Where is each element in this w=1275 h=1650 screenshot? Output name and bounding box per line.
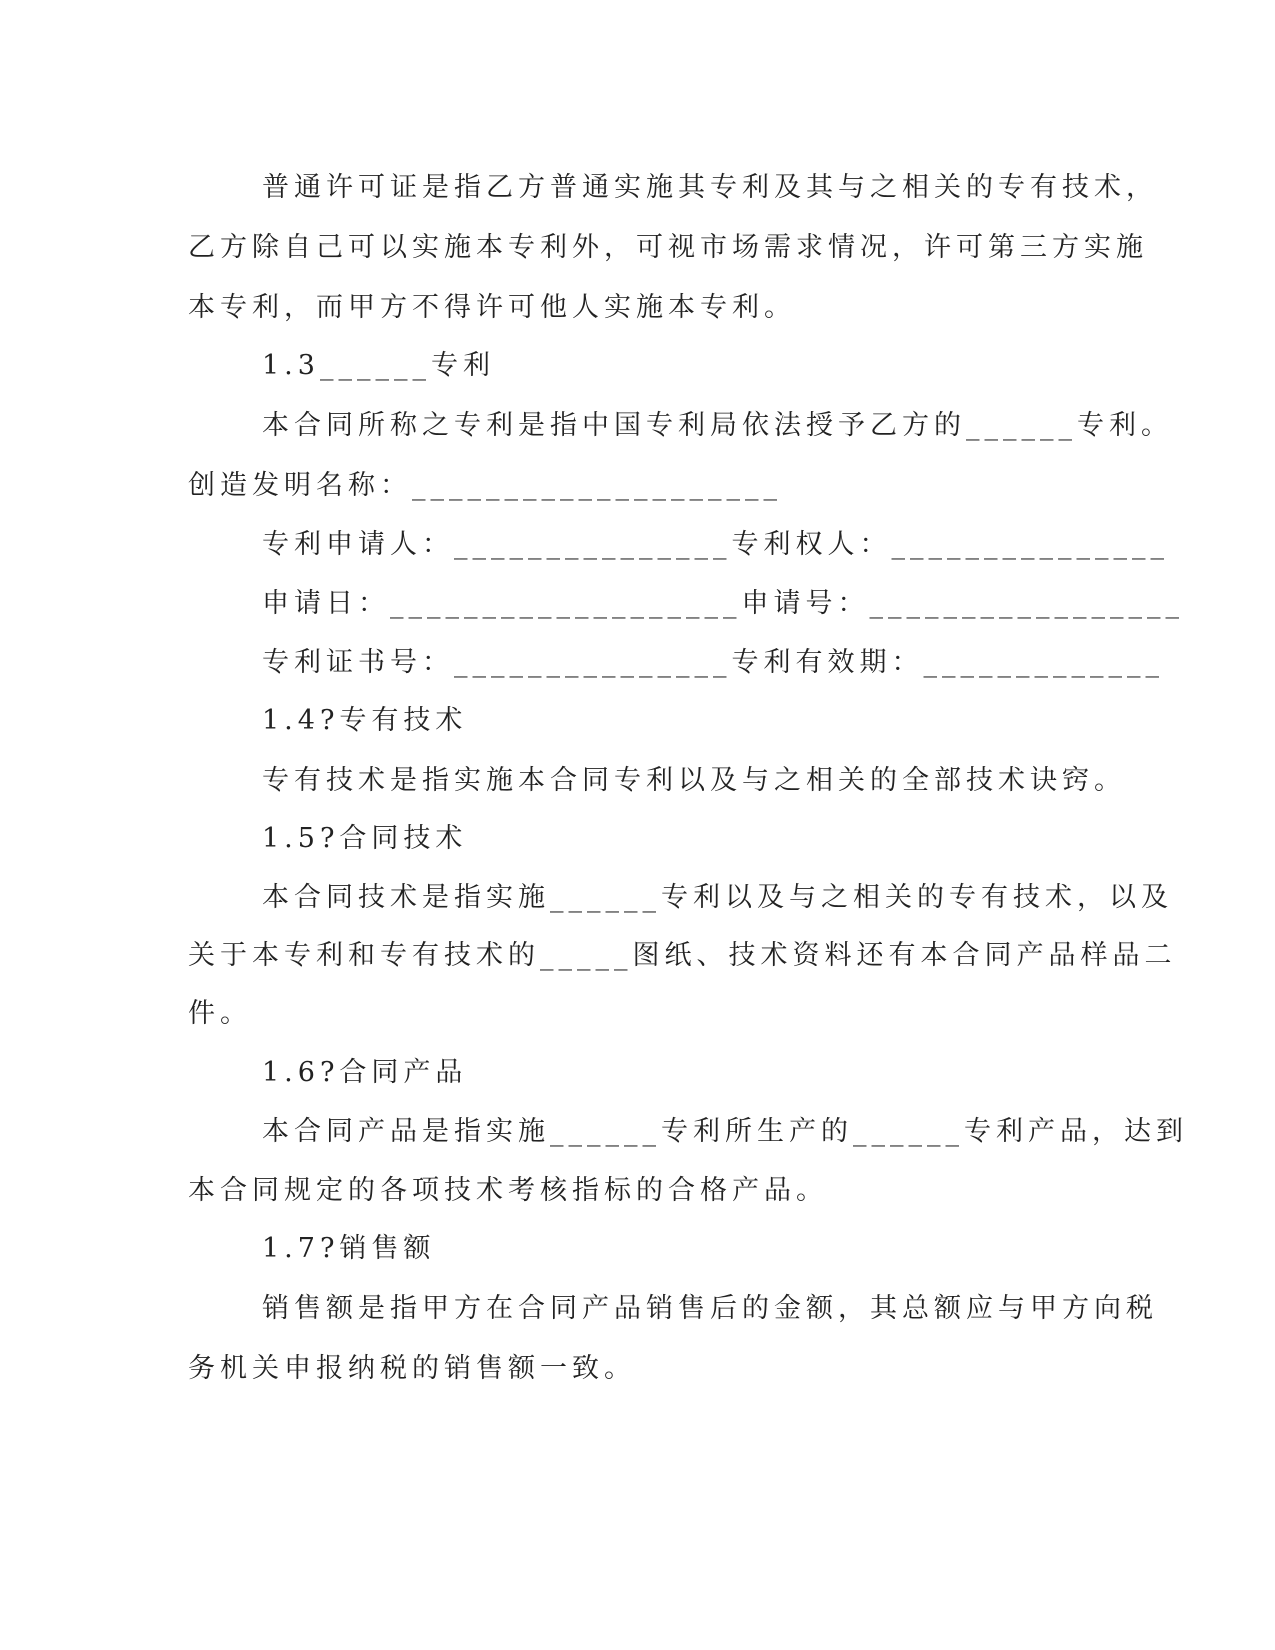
form-field-line: 创造发明名称：____________________ (188, 470, 782, 501)
paragraph-line: 关于本专利和专有技术的_____图纸、技术资料还有本合同产品样品二 (188, 940, 1177, 971)
form-field-line: 专利申请人：_______________专利权人：_______________ (262, 529, 1169, 560)
paragraph-line: 销售额是指甲方在合同产品销售后的金额，其总额应与甲方向税 (262, 1293, 1158, 1324)
section-heading: 1.3______专利 (262, 350, 495, 381)
paragraph-line: 本合同所称之专利是指中国专利局依法授予乙方的______专利。 (262, 410, 1173, 441)
section-heading: 1.6?合同产品 (262, 1057, 468, 1088)
paragraph-line: 本合同产品是指实施______专利所生产的______专利产品，达到 (262, 1116, 1188, 1147)
paragraph-line: 件。 (188, 998, 252, 1029)
form-field-line: 专利证书号：_______________专利有效期：_____________ (262, 647, 1164, 678)
paragraph-line: 本合同规定的各项技术考核指标的合格产品。 (188, 1175, 828, 1206)
section-heading: 1.5?合同技术 (262, 823, 468, 854)
paragraph-line: 普通许可证是指乙方普通实施其专利及其与之相关的专有技术， (262, 172, 1158, 203)
paragraph-line: 乙方除自己可以实施本专利外，可视市场需求情况，许可第三方实施 (188, 232, 1148, 263)
section-heading: 1.4?专有技术 (262, 705, 468, 736)
paragraph-line: 本专利，而甲方不得许可他人实施本专利。 (188, 292, 796, 323)
form-field-line: 申请日：___________________申请号：_________________ (262, 588, 1184, 619)
section-heading: 1.7?销售额 (262, 1233, 436, 1264)
paragraph-line: 本合同技术是指实施______专利以及与之相关的专有技术，以及 (262, 882, 1173, 913)
paragraph-line: 务机关申报纳税的销售额一致。 (188, 1353, 636, 1384)
paragraph-line: 专有技术是指实施本合同专利以及与之相关的全部技术诀窍。 (262, 765, 1126, 796)
